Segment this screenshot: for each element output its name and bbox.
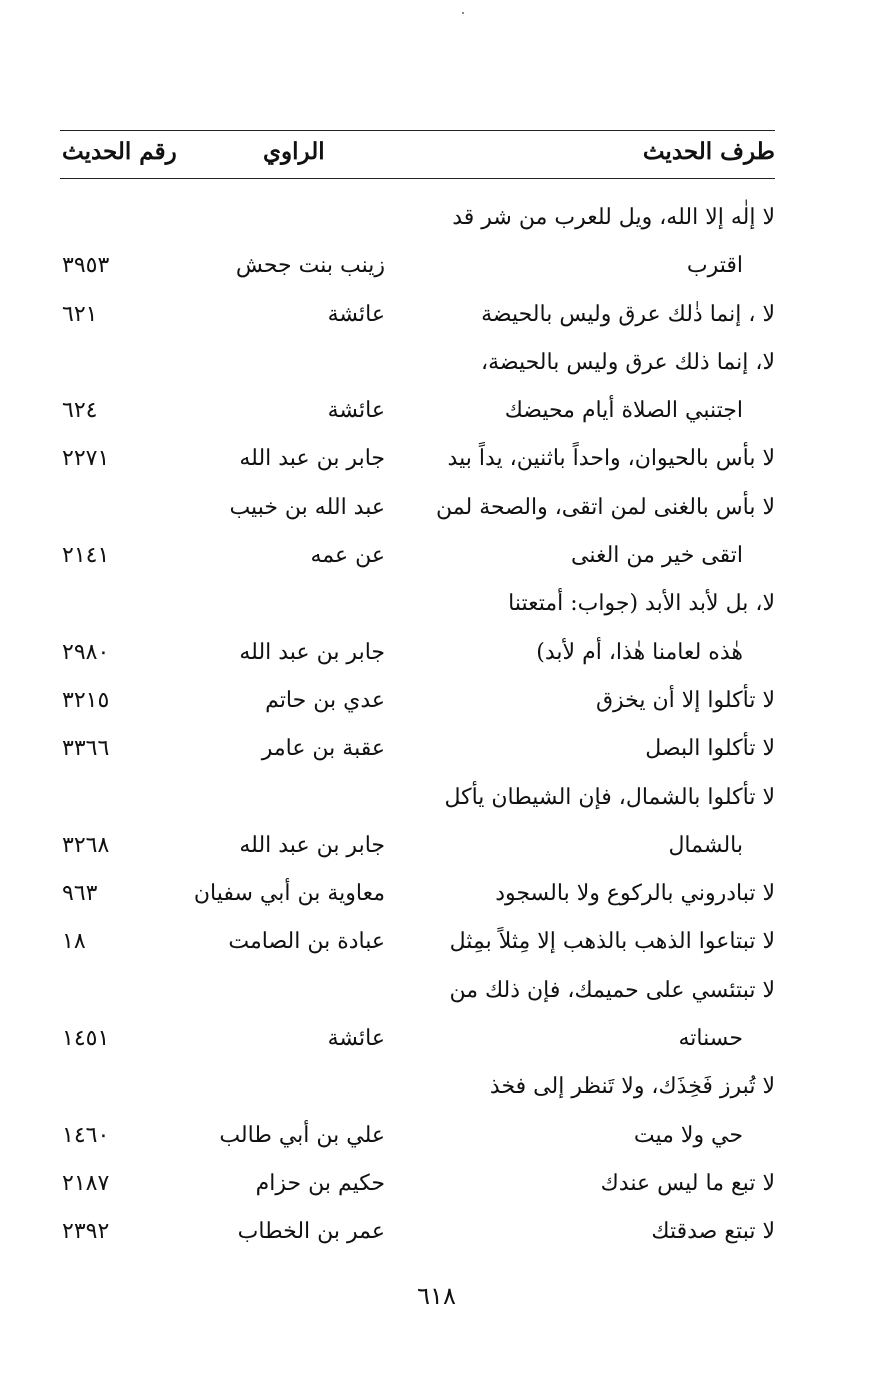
- table-row: [0, 1065, 873, 1113]
- column-header-text: طرف الحديث: [642, 138, 775, 165]
- narrator: جابر بن عبد الله: [239, 832, 385, 858]
- narrator: جابر بن عبد الله: [239, 639, 385, 665]
- table-row: [0, 1210, 873, 1258]
- hadith-number: ٢١٨٧: [62, 1170, 110, 1196]
- hadith-number: ٢٣٩٢: [62, 1219, 110, 1245]
- table-row: [0, 389, 873, 437]
- hadith-text: لا تأكلوا البصل: [645, 736, 775, 762]
- hadith-text: لا، إنما ذلك عرق وليس بالحيضة،: [480, 349, 775, 375]
- table-row: [0, 920, 873, 968]
- hadith-text: لا تبع ما ليس عندك: [600, 1170, 775, 1196]
- hadith-text: هٰذه لعامنا هٰذا، أم لأبد): [536, 639, 743, 665]
- hadith-text: لا بأس بالغنى لمن اتقى، والصحة لمن: [436, 494, 775, 520]
- table-row: [0, 534, 873, 582]
- table-row: [0, 486, 873, 534]
- narrator: عائشة: [327, 301, 385, 327]
- table-row: [0, 776, 873, 824]
- hadith-text: لا تبتئسي على حميمك، فإن ذلك من: [449, 977, 775, 1003]
- table-row: [0, 437, 873, 485]
- narrator: عقبة بن عامر: [261, 736, 385, 762]
- table-row: [0, 872, 873, 920]
- hadith-number: ٢٢٧١: [62, 446, 110, 472]
- narrator: عدي بن حاتم: [265, 687, 385, 713]
- table-row: [0, 244, 873, 292]
- header-bottom-rule: [60, 178, 775, 179]
- hadith-text: لا تُبرز فَخِذَك، ولا تَنظر إلى فخذ: [489, 1074, 775, 1100]
- hadith-text: لا تبتاعوا الذهب بالذهب إلا مِثلاً بمِثل: [449, 929, 775, 955]
- hadith-number: ٩٦٣: [62, 881, 98, 907]
- hadith-number: ١٤٥١: [62, 1026, 110, 1052]
- column-header-number: رقم الحديث: [62, 138, 177, 165]
- hadith-number: ٣٢٦٨: [62, 832, 110, 858]
- narrator: جابر بن عبد الله: [239, 446, 385, 472]
- hadith-text: حي ولا ميت: [633, 1122, 743, 1148]
- table-row: [0, 727, 873, 775]
- hadith-number: ١٤٦٠: [62, 1122, 110, 1148]
- table-row: [0, 341, 873, 389]
- table-row: [0, 969, 873, 1017]
- column-header-narrator: الراوي: [263, 138, 325, 165]
- hadith-number: ٦٢١: [62, 301, 98, 327]
- hadith-text: حسناته: [678, 1026, 743, 1052]
- hadith-number: ٢١٤١: [62, 543, 110, 569]
- narrator: عائشة: [327, 1026, 385, 1052]
- header-top-rule: [60, 130, 775, 131]
- hadith-number: ٣٣٦٦: [62, 736, 110, 762]
- narrator: معاوية بن أبي سفيان: [193, 881, 385, 907]
- page-number: ٦١٨: [417, 1282, 456, 1310]
- hadith-text: لا تبادروني بالركوع ولا بالسجود: [495, 881, 775, 907]
- hadith-text: بالشمال: [668, 832, 743, 858]
- table-row: [0, 679, 873, 727]
- hadith-text: لا بأس بالحيوان، واحداً باثنين، يداً بيد: [447, 446, 775, 472]
- hadith-text: اتقى خير من الغنى: [571, 543, 743, 569]
- table-row: [0, 1114, 873, 1162]
- narrator: عبد الله بن خبيب: [229, 494, 385, 520]
- hadith-text: لا إلٰه إلا الله، ويل للعرب من شر قد: [452, 205, 775, 230]
- hadith-number: ٣٢١٥: [62, 687, 110, 713]
- table-row: [0, 582, 873, 630]
- hadith-text: اقترب: [686, 253, 743, 279]
- hadith-number: ١٨: [62, 929, 86, 955]
- table-row: [0, 293, 873, 341]
- narrator: حكيم بن حزام: [255, 1170, 385, 1196]
- narrator: علي بن أبي طالب: [219, 1122, 385, 1148]
- hadith-number: ٣٩٥٣: [62, 253, 110, 279]
- hadith-text: لا ، إنما ذٰلك عرق وليس بالحيضة: [481, 301, 775, 327]
- table-row: [0, 196, 873, 244]
- narrator: عمر بن الخطاب: [237, 1219, 385, 1245]
- table-row: [0, 631, 873, 679]
- narrator: زينب بنت جحش: [235, 253, 385, 279]
- hadith-number: ٢٩٨٠: [62, 639, 110, 665]
- narrator: عبادة بن الصامت: [228, 929, 385, 955]
- narrator: عائشة: [327, 398, 385, 424]
- page-speck: [462, 12, 464, 14]
- hadith-index-table: [0, 196, 873, 1259]
- hadith-text: لا تأكلوا إلا أن يخزق: [595, 687, 775, 713]
- narrator: عن عمه: [310, 543, 385, 569]
- table-row: [0, 824, 873, 872]
- hadith-number: ٦٢٤: [62, 398, 98, 424]
- hadith-text: لا، بل لأبد الأبد (جواب: أمتعتنا: [508, 591, 775, 617]
- hadith-text: اجتنبي الصلاة أيام محيضك: [504, 398, 743, 424]
- table-row: [0, 1017, 873, 1065]
- table-row: [0, 1162, 873, 1210]
- hadith-text: لا تبتع صدقتك: [651, 1219, 775, 1245]
- hadith-text: لا تأكلوا بالشمال، فإن الشيطان يأكل: [444, 784, 775, 810]
